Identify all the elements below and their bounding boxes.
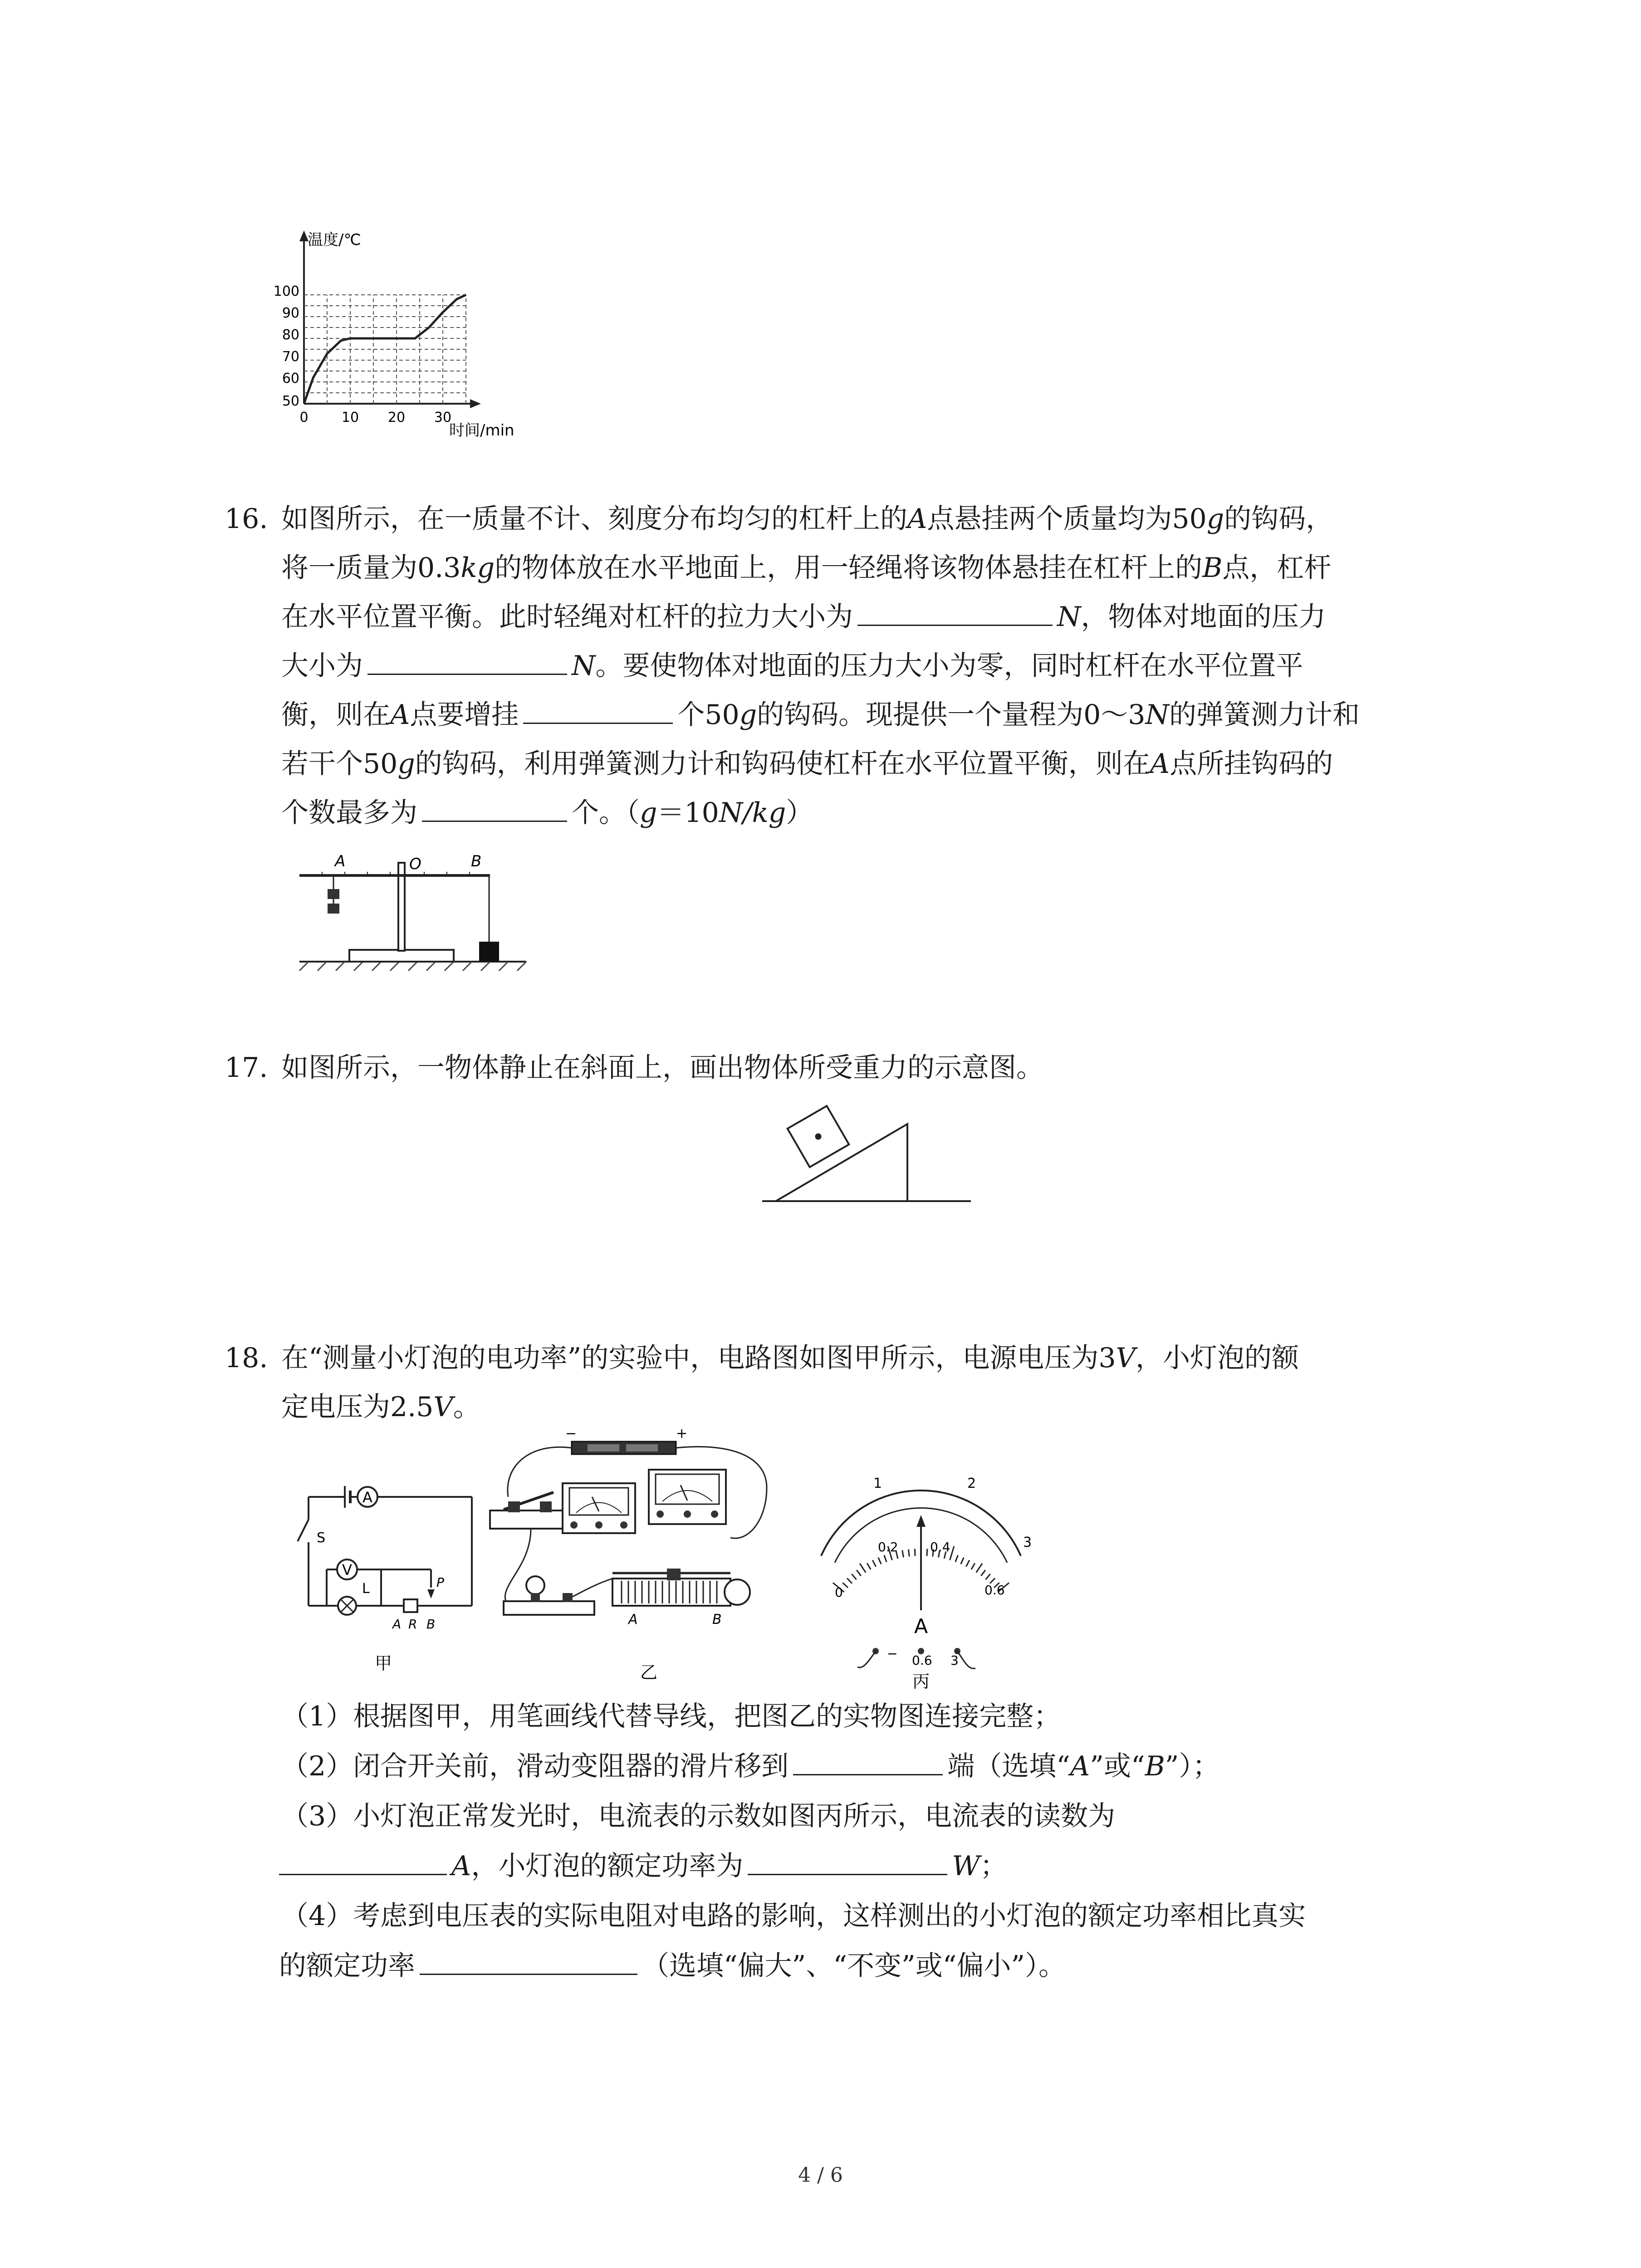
scale-top-1: 1 [873,1476,882,1491]
terminal-minus: − [887,1646,898,1661]
dial-tick [860,1564,866,1573]
question-number: 17. [225,1052,268,1084]
scale-bottom-0: 0 [835,1585,843,1600]
ammeter-device [649,1470,726,1524]
lamp-bulb [526,1576,544,1594]
rheostat-terminal-A: A [628,1612,638,1628]
question-body: 在“测量小灯泡的电功率”的实验中，电路图如图甲所示，电源电压为3V，小灯泡的额 定电压为2.5V。 [281,1342,1299,1423]
dial-tick [981,1570,985,1576]
y-tick-70: 70 [282,349,299,365]
dial-tick [976,1564,982,1573]
x-axis-label: 时间/min [449,421,514,440]
figure-bing-caption: 丙 [912,1672,930,1691]
lever-figure [281,844,535,993]
dial-unit-label: A [914,1615,928,1638]
page-number: 4 / 6 [798,2164,843,2187]
incline-figure [758,1098,975,1220]
dial-tick [884,1555,887,1562]
circuit-diagram [277,1470,504,1678]
scale-bottom-0.4: 0.4 [930,1540,950,1554]
switch-label: S [317,1530,326,1546]
rheostat-symbol [404,1599,417,1612]
q18-sub-3-line2: A，小灯泡的额定功率为 W； [279,1842,1459,1891]
dial-tick [847,1578,852,1584]
switch-lever [298,1520,309,1541]
y-tick-50: 50 [282,393,299,409]
question-17 [225,1043,1450,1092]
point-O-label: O [409,855,421,873]
q18-sub-3: （3）小灯泡正常发光时，电流表的示数如图丙所示，电流表的读数为 [281,1800,1116,1832]
y-tick-90: 90 [282,305,299,321]
temperature-curve [304,295,466,404]
x-tick-0: 0 [299,410,309,425]
answer-blank-extra-weights[interactable] [523,695,673,724]
answer-blank-pressure[interactable] [367,646,567,675]
rheostat-slider-arrow [427,1589,435,1598]
voltmeter-label: V [342,1561,352,1579]
point-A-label: A [335,852,346,870]
rheostat-device [612,1569,750,1606]
dial-tick [966,1560,969,1566]
question-body: 如图所示，一物体静止在斜面上，画出物体所受重力的示意图。 [281,1052,1043,1084]
lamp-base [504,1601,594,1615]
y-axis-arrow [299,230,309,241]
question-number: 16. [225,503,268,535]
x-tick-20: 20 [387,410,406,425]
weight-upper [328,889,339,899]
rheostat-R-label: R [408,1617,417,1632]
question-18 [225,1334,1450,1432]
battery-minus-label: − [565,1426,577,1442]
y-tick-60: 60 [282,371,299,386]
lamp-L-label: L [362,1581,370,1597]
answer-blank-power[interactable] [748,1847,947,1875]
battery-box [572,1442,676,1454]
switch-base [490,1510,567,1529]
dial-tick [971,1563,975,1569]
x-axis-arrow [470,399,481,408]
rheostat-B-label: B [426,1617,436,1632]
question-16 [225,494,1450,837]
q18-sub-4: （4）考虑到电压表的实际电阻对电路的影响，这样测出的小灯泡的额定功率相比真实 [281,1900,1306,1932]
dial-tick [955,1555,958,1562]
dial-tick [908,1549,909,1557]
slider-P-label: P [436,1575,444,1590]
y-axis-label: 温度/℃ [308,231,361,249]
question-body: 如图所示，在一质量不计、刻度分布均匀的杠杆上的A点悬挂两个质量均为50g的钩码， 将一质量为0.3kg的物体放在水平地面上，用一轻绳将该物体悬挂在杠杆上的B点，杠杆 在水平位置平衡。此时轻绳对杠杆的拉力大小为 N，物体对地面的压力 大小为 N。要使物体对地面的压力大小为零，同时杠杆在水平位置平 衡，则在A点要增挂 个50g的钩码。现提供一个量程为0～3N的弹簧测力计和 若干个50g的钩码，利用弹簧测力计和钩码使杠杆在水平位置平衡，则在A点所挂钩码的 个数最多为 个。（g＝10N/kg） [281,503,1360,829]
answer-blank-current[interactable] [279,1847,447,1875]
rheostat-A-label: A [392,1617,402,1632]
dial-tick [878,1558,881,1564]
x-tick-10: 10 [341,410,359,425]
dial-tick [950,1546,954,1560]
ammeter-label: A [362,1489,372,1506]
dial-tick [857,1570,861,1576]
terminal-0.6: 0.6 [912,1653,932,1668]
rheostat-terminal-B: B [712,1612,722,1628]
figure-jia-caption: 甲 [374,1653,392,1673]
dial-tick [852,1574,856,1579]
q18-sub-1: （1）根据图甲，用笔画线代替导线，把图乙的实物图连接完整； [281,1701,1061,1732]
q18-sub-4-line2: 的额定功率 （选填“偏大”、“不变”或“偏小”）。 [279,1941,1459,1990]
answer-blank-slider-end[interactable] [793,1747,943,1775]
answer-blank-max-weights[interactable] [422,793,567,822]
x-tick-30: 30 [434,410,452,425]
dial-tick [961,1558,964,1564]
y-tick-100: 100 [273,284,299,299]
weight-lower [328,904,339,914]
battery-plus-label: + [676,1426,688,1442]
figure-yi-caption: 乙 [640,1662,658,1682]
question-number: 18. [225,1342,268,1374]
voltmeter-device [563,1483,635,1533]
scale-top-2: 2 [967,1476,976,1491]
grid-lines [304,295,466,404]
dial-tick [867,1563,871,1569]
y-tick-80: 80 [282,327,299,343]
dial-tick [843,1583,848,1588]
temperature-graph [254,222,514,458]
dial-tick [872,1560,876,1566]
scale-bottom-0.2: 0.2 [878,1540,898,1554]
scale-bottom-0.6: 0.6 [985,1583,1005,1598]
point-B-label: B [471,852,482,870]
answer-blank-comparison[interactable] [420,1946,637,1975]
dial-tick [985,1574,990,1579]
dial-tick [902,1550,904,1558]
ammeter-dial-figure [794,1465,1048,1692]
apparatus-figure [476,1424,794,1687]
ground-object [479,942,499,962]
scale-top-3: 3 [1023,1535,1032,1550]
q18-sub-2: （2）闭合开关前，滑动变阻器的滑片移到 端（选填“A”或“B”）； [281,1742,1461,1791]
answer-blank-tension[interactable] [857,597,1053,626]
terminal-3: 3 [950,1653,959,1668]
